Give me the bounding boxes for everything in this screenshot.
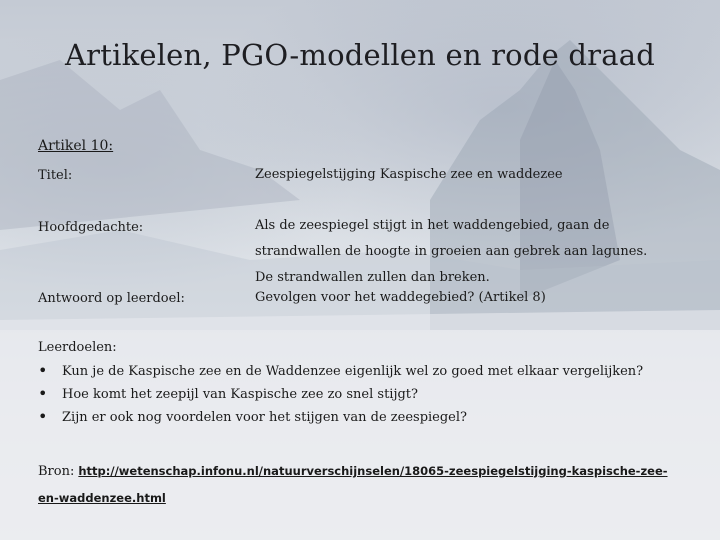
hoofdgedachte-line-3: De strandwallen zullen dan breken. [255,270,490,285]
bron-link[interactable]: http://wetenschap.infonu.nl/natuurverschijnselen/18065-zeespiegelstijging-kaspische-zee-en-waddenzee.html [38,464,668,505]
titel-value-line: Zeespiegelstijging Kaspische zee en waddezee [255,167,563,182]
leerdoel-text: Hoe komt het zeepijl van Kaspische zee zo snel stijgt? [62,387,419,402]
titel-value [255,162,695,188]
leerdoel-text: Kun je de Kaspische zee en de Waddenzee eigenlijk wel zo goed met elkaar vergelijken? [62,364,644,379]
antwoord-value-line: Gevolgen voor het waddegebied? (Artikel 8) [255,290,546,305]
slide-title: Artikelen, PGO-modellen en rode draad [65,38,655,72]
hoofdgedachte-value [255,213,695,291]
leerdoelen-list [38,362,643,431]
bron-label: Bron: [38,464,75,479]
bullet-icon: • [38,361,48,380]
bron-line [38,458,678,512]
hoofdgedachte-line-1: Als de zeespiegel stijgt in het waddengebied, gaan de [255,218,610,233]
bullet-icon: • [38,384,48,403]
list-item [38,385,643,408]
hoofdgedachte-line-2: strandwallen de hoogte in groeien aan gebrek aan lagunes. [255,244,648,259]
list-item [38,362,643,385]
titel-label: Titel: [38,168,73,183]
list-item [38,408,643,431]
antwoord-label: Antwoord op leerdoel: [38,291,185,306]
leerdoel-text: Zijn er ook nog voordelen voor het stijgen van de zeespiegel? [62,410,468,425]
hoofdgedachte-label: Hoofdgedachte: [38,220,144,235]
antwoord-value [255,285,695,311]
leerdoelen-label: Leerdoelen: [38,340,117,355]
bullet-icon: • [38,407,48,426]
artikel-heading: Artikel 10: [38,138,114,154]
